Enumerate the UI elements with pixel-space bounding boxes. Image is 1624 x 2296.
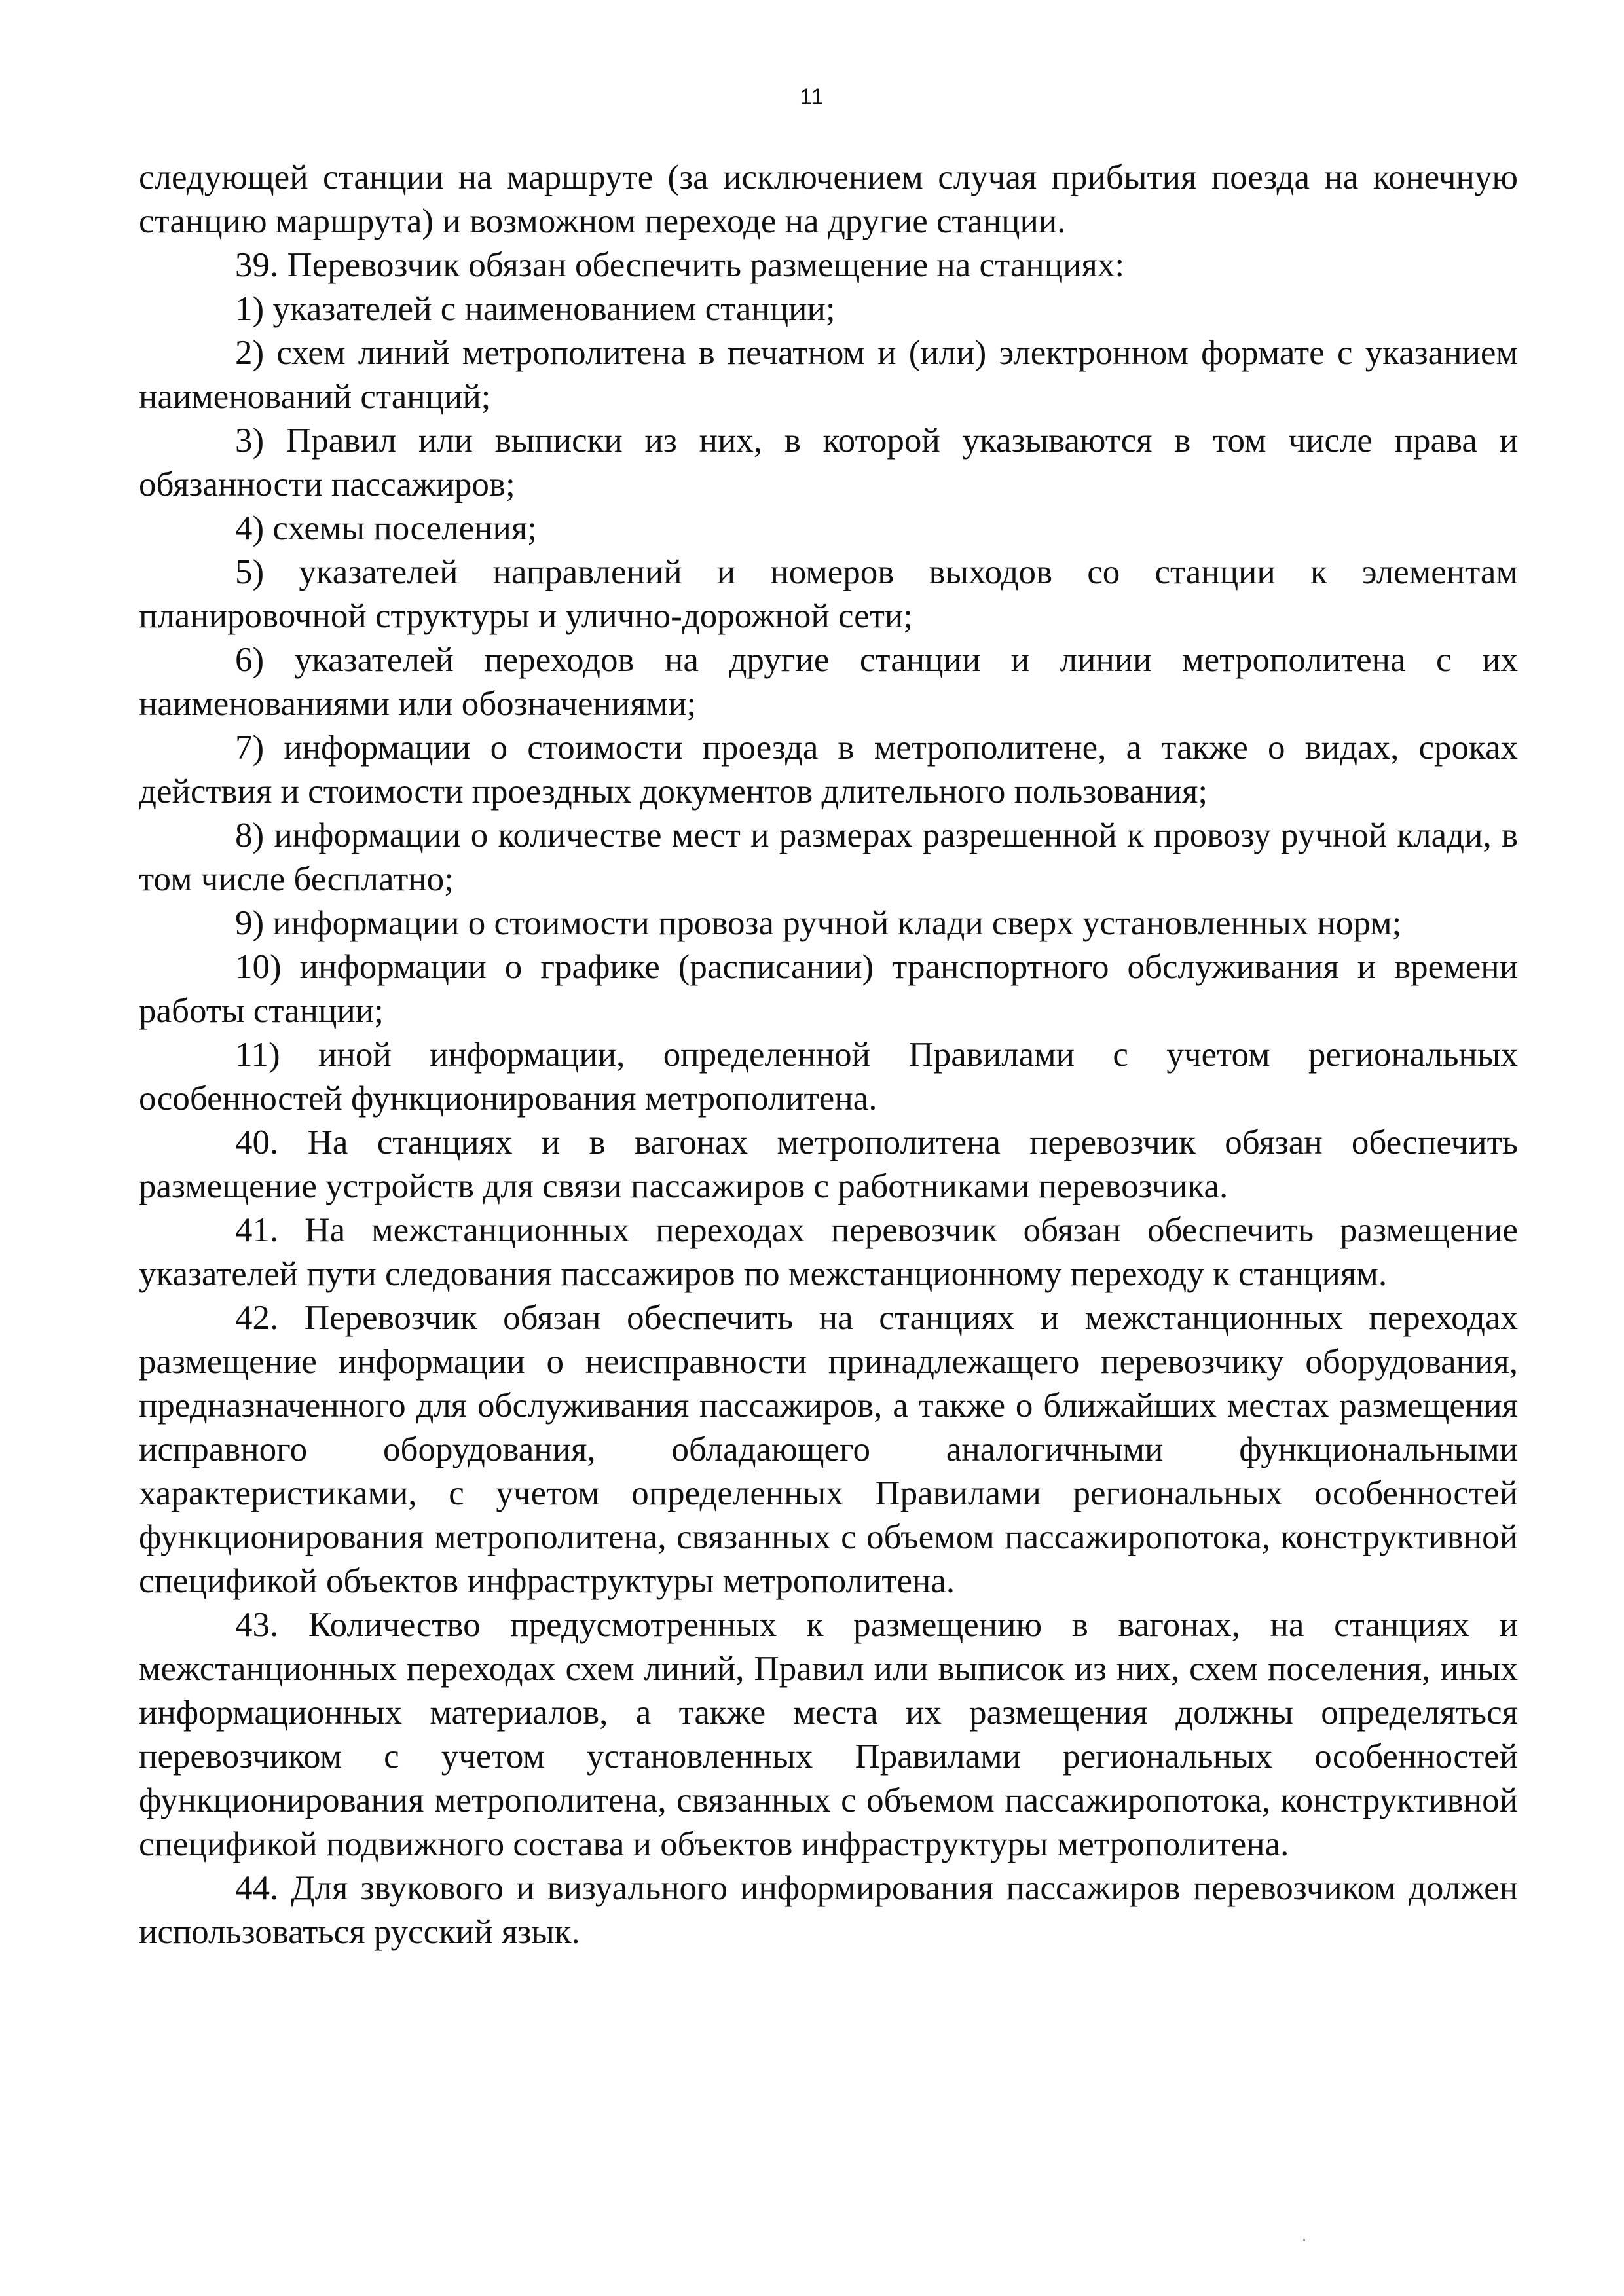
paragraph-44: 44. Для звукового и визуального информирования пассажиров перевозчиком должен использоваться русский язык. bbox=[139, 1869, 1518, 1951]
list-item-39-6: 6) указателей переходов на другие станции и линии метрополитена с их наименованиями или обозначениями; bbox=[139, 641, 1518, 723]
document-body bbox=[139, 156, 1518, 1954]
list-item-39-5: 5) указателей направлений и номеров выходов со станции к элементам планировочной структуры и улично-дорожной сети; bbox=[139, 553, 1518, 635]
list-item-39-1: 1) указателей с наименованием станции; bbox=[235, 290, 836, 328]
list-item-39-11: 11) иной информации, определенной Правилами с учетом региональных особенностей функционирования метрополитена. bbox=[139, 1036, 1518, 1118]
paragraph-39: 39. Перевозчик обязан обеспечить размещение на станциях: bbox=[235, 246, 1125, 284]
paragraph-42: 42. Перевозчик обязан обеспечить на станциях и межстанционных переходах размещение информации о неисправности принадлежащего перевозчику оборудования, предназначенного для обслуживания пассажиров, а также о ближайших местах размещения исправного оборудования, обладающего аналогичными функциональными характеристиками, с учетом определенных Правилами региональных особенностей функционирования метрополитена, связанных с объемом пассажиропотока, конструктивной спецификой объектов инфраструктуры метрополитена. bbox=[139, 1299, 1518, 1600]
list-item-39-4: 4) схемы поселения; bbox=[235, 509, 538, 547]
scan-speck bbox=[1303, 2239, 1305, 2241]
list-item-39-2: 2) схем линий метрополитена в печатном и (или) электронном формате с указанием наименований станций; bbox=[139, 334, 1518, 416]
list-item-39-3: 3) Правил или выписки из них, в которой указываются в том числе права и обязанности пассажиров; bbox=[139, 422, 1518, 503]
paragraph-43: 43. Количество предусмотренных к размещению в вагонах, на станциях и межстанционных переходах схем линий, Правил или выписок из них, схем поселения, иных информационных материалов, а также места их размещения должны определяться перевозчиком с учетом установленных Правилами региональных особенностей функционирования метрополитена, связанных с объемом пассажиропотока, конструктивной спецификой подвижного состава и объектов инфраструктуры метрополитена. bbox=[139, 1606, 1518, 1863]
list-item-39-10: 10) информации о графике (расписании) транспортного обслуживания и времени работы станции; bbox=[139, 948, 1518, 1030]
list-item-39-9: 9) информации о стоимости провоза ручной клади сверх установленных норм; bbox=[235, 904, 1402, 942]
list-item-39-7: 7) информации о стоимости проезда в метрополитене, а также о видах, сроках действия и стоимости проездных документов длительного пользования; bbox=[139, 729, 1518, 811]
paragraph-41: 41. На межстанционных переходах перевозчик обязан обеспечить размещение указателей пути следования пассажиров по межстанционному переходу к станциям. bbox=[139, 1211, 1518, 1293]
paragraph-continuation: следующей станции на маршруте (за исключением случая прибытия поезда на конечную станцию маршрута) и возможном переходе на другие станции. bbox=[139, 158, 1518, 240]
list-item-39-8: 8) информации о количестве мест и размерах разрешенной к провозу ручной клади, в том числе бесплатно; bbox=[139, 816, 1518, 898]
page-number: 11 bbox=[800, 84, 824, 109]
paragraph-40: 40. На станциях и в вагонах метрополитена перевозчик обязан обеспечить размещение устройств для связи пассажиров с работниками перевозчика. bbox=[139, 1123, 1518, 1205]
